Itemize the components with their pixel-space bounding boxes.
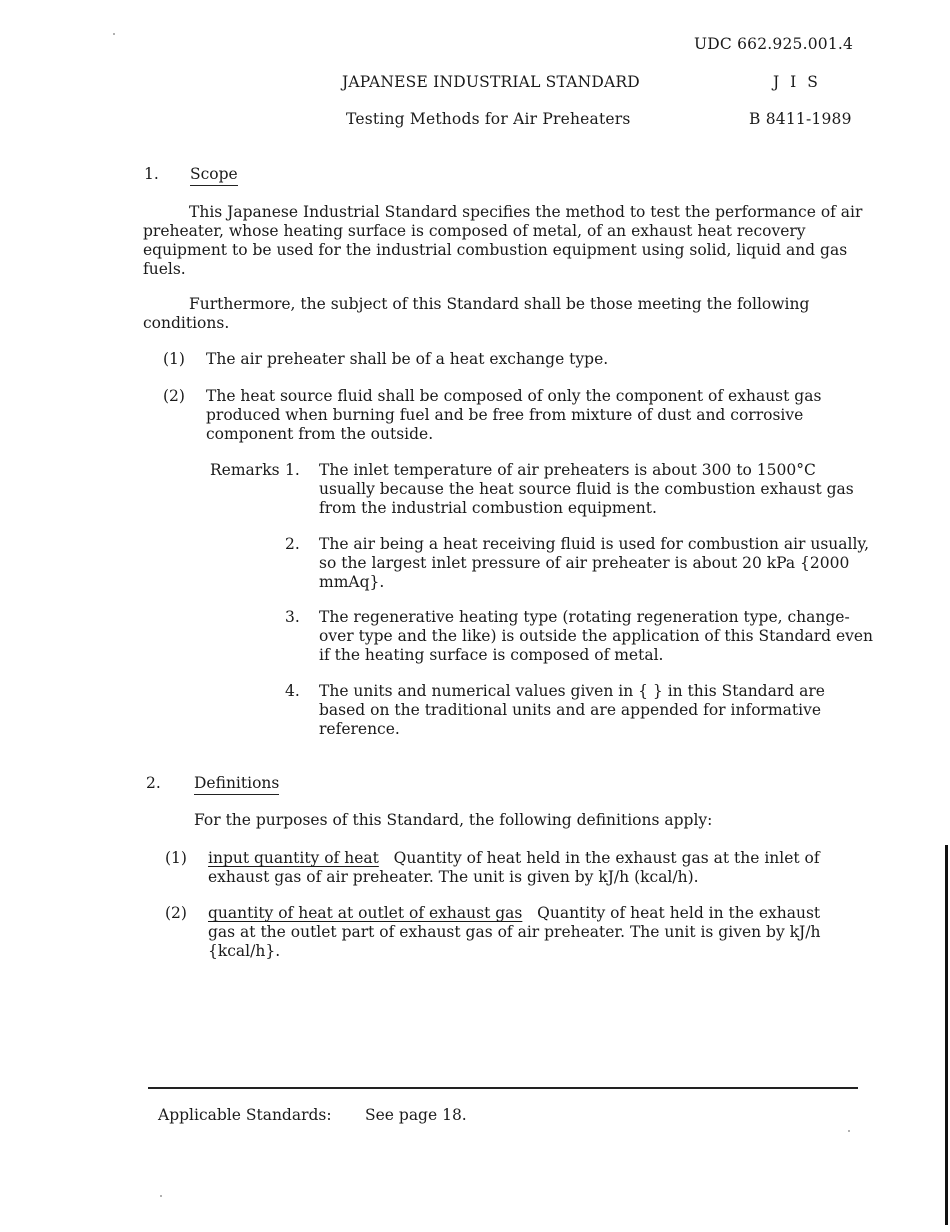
remarks-label: Remarks [210, 461, 280, 479]
standard-name: JAPANESE INDUSTRIAL STANDARD [342, 73, 640, 91]
scope-paragraph-1: This Japanese Industrial Standard specifies the method to test the performance of air preheater, whose heating surface is composed of metal, of an exhaust heat recovery equipment to be used for the industrial combustion equipment using solid, liquid and gas fuels. [143, 203, 863, 278]
remark-2-number: 2. [285, 535, 300, 553]
section-1-number: 1. [144, 165, 159, 183]
section-2-number: 2. [146, 774, 161, 792]
footer-rule [148, 1087, 858, 1089]
condition-2-number: (2) [163, 387, 185, 405]
definition-2-text: Quantity of heat held in the exhaust gas at the outlet part of exhaust gas of air preheater. The unit is given by kJ/h {kcal/h}. [208, 904, 821, 960]
applicable-standards-reference: See page 18. [365, 1106, 467, 1124]
remark-4-number: 4. [285, 682, 300, 700]
definition-1 [208, 849, 858, 887]
definition-1-term: input quantity of heat [208, 849, 379, 867]
scope-paragraph-2: Furthermore, the subject of this Standard shall be those meeting the following conditions. [143, 295, 810, 332]
remark-3-number: 3. [285, 608, 300, 626]
jis-label: J I S [773, 73, 821, 91]
section-2-title: Definitions [194, 774, 279, 795]
scan-speck [848, 1130, 850, 1132]
remark-1-text: The inlet temperature of air preheaters is about 300 to 1500°C usually because the heat source fluid is the combustion exhaust gas from the industrial combustion equipment. [319, 461, 854, 517]
applicable-standards-label: Applicable Standards: [158, 1106, 332, 1124]
scan-speck [113, 33, 115, 35]
definition-2-number: (2) [165, 904, 187, 922]
scan-speck [160, 1195, 162, 1197]
remark-1-number: 1. [285, 461, 300, 479]
definitions-intro: For the purposes of this Standard, the following definitions apply: [194, 811, 713, 829]
udc-number: UDC 662.925.001.4 [694, 35, 854, 53]
condition-2-text: The heat source fluid shall be composed of only the component of exhaust gas produced when burning fuel and be free from mixture of dust and corrosive component from the outside. [206, 387, 822, 443]
document-title: Testing Methods for Air Preheaters [346, 110, 631, 128]
definition-2 [208, 904, 848, 961]
remark-4-text: The units and numerical values given in { } in this Standard are based on the traditional units and are appended for informative reference. [319, 682, 825, 738]
condition-1-text: The air preheater shall be of a heat exchange type. [206, 350, 609, 368]
section-1-title: Scope [190, 165, 238, 186]
definition-1-number: (1) [165, 849, 187, 867]
condition-1-number: (1) [163, 350, 185, 368]
scan-edge-line [945, 845, 948, 1225]
definition-1-text: Quantity of heat held in the exhaust gas at the inlet of exhaust gas of air preheater. The unit is given by kJ/h (kcal/h). [208, 849, 820, 886]
definition-2-term: quantity of heat at outlet of exhaust gas [208, 904, 523, 922]
standard-number: B 8411-1989 [749, 110, 852, 128]
remark-2-text: The air being a heat receiving fluid is used for combustion air usually, so the largest inlet pressure of air preheater is about 20 kPa {2000 mmAq}. [319, 535, 870, 591]
remark-3-text: The regenerative heating type (rotating regeneration type, change-over type and the like) is outside the application of this Standard even if the heating surface is composed of metal. [319, 608, 874, 664]
